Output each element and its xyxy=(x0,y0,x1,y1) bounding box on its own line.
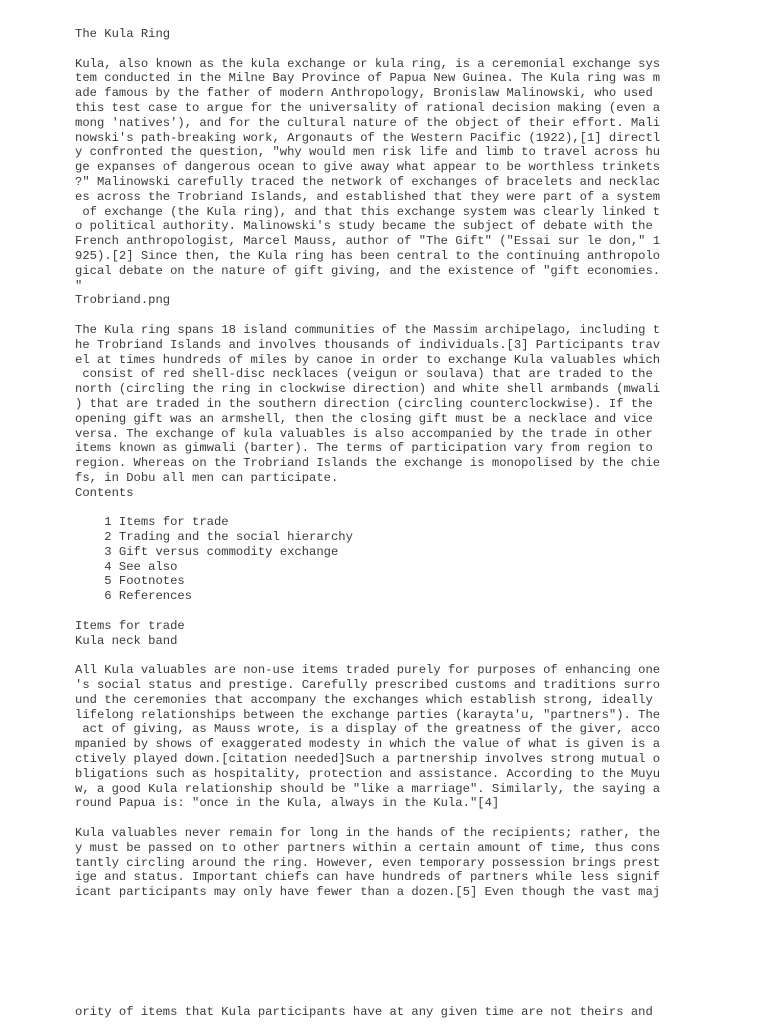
text-line: act of giving, as Mauss wrote, is a display of the greatness of the giver, acco xyxy=(75,722,661,737)
text-line xyxy=(75,811,685,826)
text-line: " xyxy=(75,278,83,293)
page-bottom-text xyxy=(75,1005,685,1020)
text-line: Kula neck band xyxy=(75,633,178,648)
text-line: mpanied by shows of exaggerated modesty in which the value of what is given is a xyxy=(75,737,661,752)
text-line xyxy=(75,648,685,663)
text-line: The Kula Ring xyxy=(75,27,171,41)
text-line: 925).[2] Since then, the Kula ring has been central to the continuing anthropolo xyxy=(75,248,661,263)
text-line: round Papua is: "once in the Kula, always in the Kula."[4] xyxy=(75,796,500,811)
text-line xyxy=(75,42,685,57)
text-line: tantly circling around the ring. However, even temporary possession brings prest xyxy=(75,855,661,870)
text-line: 6 References xyxy=(75,589,193,604)
text-line: opening gift was an armshell, then the closing gift must be a necklace and vice xyxy=(75,411,653,426)
text-line: lifelong relationships between the exchange parties (karayta'u, "partners"). The xyxy=(75,707,661,722)
text-line xyxy=(75,501,685,516)
text-line: ade famous by the father of modern Anthropology, Bronislaw Malinowski, who used xyxy=(75,86,653,101)
text-line: 3 Gift versus commodity exchange xyxy=(75,544,339,559)
text-line: 's social status and prestige. Carefully prescribed customs and traditions surro xyxy=(75,678,661,693)
text-line: items known as gimwali (barter). The terms of participation vary from region to xyxy=(75,441,653,456)
text-line: ority of items that Kula participants have at any given time are not theirs and xyxy=(75,1005,653,1019)
text-line: consist of red shell-disc necklaces (veigun or soulava) that are traded to the xyxy=(75,367,653,382)
text-line: und the ceremonies that accompany the exchanges which establish strong, ideally xyxy=(75,692,653,707)
text-line: 2 Trading and the social hierarchy xyxy=(75,530,353,545)
text-line: gical debate on the nature of gift giving, and the existence of "gift economies. xyxy=(75,263,661,278)
text-line: The Kula ring spans 18 island communities of the Massim archipelago, including t xyxy=(75,322,661,337)
text-line: icant participants may only have fewer than a dozen.[5] Even though the vast maj xyxy=(75,885,661,900)
text-line: region. Whereas on the Trobriand Islands the exchange is monopolised by the chie xyxy=(75,456,661,471)
text-line: this test case to argue for the universality of rational decision making (even a xyxy=(75,100,661,115)
text-line: nowski's path-breaking work, Argonauts of the Western Pacific (1922),[1] directl xyxy=(75,130,661,145)
text-line: Trobriand.png xyxy=(75,293,171,308)
text-line: w, a good Kula relationship should be "like a marriage". Similarly, the saying a xyxy=(75,781,661,796)
text-line: All Kula valuables are non-use items traded purely for purposes of enhancing one xyxy=(75,663,661,678)
text-line: fs, in Dobu all men can participate. xyxy=(75,470,339,485)
text-line: he Trobriand Islands and involves thousands of individuals.[3] Participants trav xyxy=(75,337,661,352)
text-line: Kula valuables never remain for long in the hands of the recipients; rather, the xyxy=(75,826,661,841)
text-line: north (circling the ring in clockwise direction) and white shell armbands (mwali xyxy=(75,382,661,397)
text-line: French anthropologist, Marcel Mauss, author of "The Gift" ("Essai sur le don," 1 xyxy=(75,234,661,249)
document-body xyxy=(75,27,685,900)
text-line: ) that are traded in the southern direction (circling counterclockwise). If the xyxy=(75,396,653,411)
text-line: tem conducted in the Milne Bay Province of Papua New Guinea. The Kula ring was m xyxy=(75,71,661,86)
text-line: es across the Trobriand Islands, and established that they were part of a system xyxy=(75,189,661,204)
text-line: y confronted the question, "why would men risk life and limb to travel across hu xyxy=(75,145,661,160)
text-line: el at times hundreds of miles by canoe in order to exchange Kula valuables which xyxy=(75,352,661,367)
text-line: ?" Malinowski carefully traced the network of exchanges of bracelets and necklac xyxy=(75,174,661,189)
text-line xyxy=(75,308,685,323)
text-line: 5 Footnotes xyxy=(75,574,185,589)
text-line: ctively played down.[citation needed]Such a partnership involves strong mutual o xyxy=(75,752,661,767)
text-line: Kula, also known as the kula exchange or kula ring, is a ceremonial exchange sys xyxy=(75,56,661,71)
text-line: mong 'natives'), and for the cultural nature of the object of their effort. Mali xyxy=(75,115,661,130)
text-line: 1 Items for trade xyxy=(75,515,229,530)
text-line: versa. The exchange of kula valuables is also accompanied by the trade in other xyxy=(75,426,653,441)
text-line: 4 See also xyxy=(75,559,178,574)
text-line: y must be passed on to other partners within a certain amount of time, thus cons xyxy=(75,840,661,855)
text-line: Contents xyxy=(75,485,134,500)
text-line: Items for trade xyxy=(75,618,185,633)
text-line: of exchange (the Kula ring), and that this exchange system was clearly linked t xyxy=(75,204,661,219)
text-line: ige and status. Important chiefs can have hundreds of partners while less signif xyxy=(75,870,661,885)
text-line: ge expanses of dangerous ocean to give away what appear to be worthless trinkets xyxy=(75,160,661,175)
text-line: bligations such as hospitality, protection and assistance. According to the Muyu xyxy=(75,766,661,781)
text-line xyxy=(75,604,685,619)
text-line: o political authority. Malinowski's study became the subject of debate with the xyxy=(75,219,653,234)
